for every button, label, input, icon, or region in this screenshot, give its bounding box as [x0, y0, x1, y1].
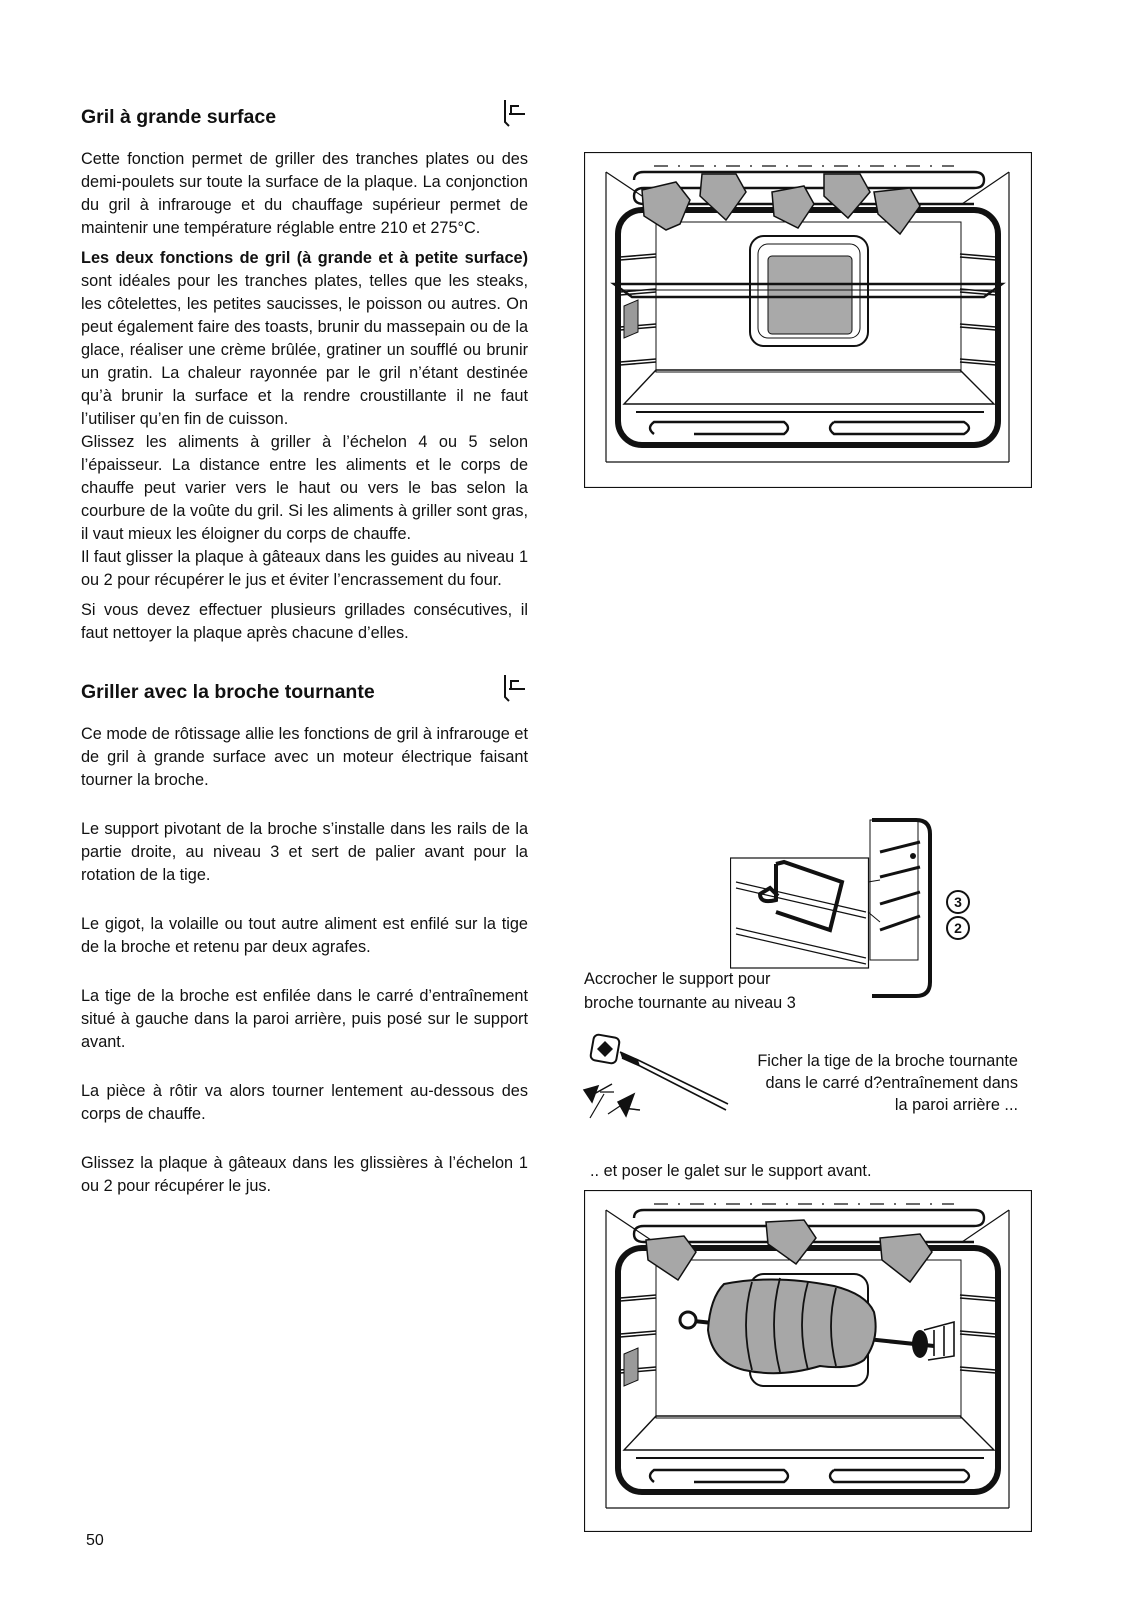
paragraph: Glissez les aliments à griller à l’échelon 4 ou 5 selon l’épaisseur. La distance entre les aliments et le corps de chauffe peut varier vers le haut ou vers le bas selon la courbure de la voûte du gril. Si les aliments à griller sont gras, il vaut mieux les éloigner du corps de chauffe. [81, 433, 528, 543]
bold-lead: Les deux fonctions de gril (à grande et à petite surface) [81, 249, 528, 267]
page-number: 50 [86, 1532, 104, 1549]
large-grill-symbol-icon [501, 98, 529, 130]
text-column [81, 104, 528, 1198]
paragraph: Le support pivotant de la broche s’installe dans les rails de la partie droite, au niveau 3 et sert de palier avant pour la rotation de la tige. [81, 820, 528, 884]
paragraph: Si vous devez effectuer plusieurs grillades consécutives, il faut nettoyer la plaque après chacune d’elles. [81, 601, 528, 642]
paragraph-text: sont idéales pour les tranches plates, telles que les steaks, les côtelettes, les petites saucisses, le poisson ou autres. On peut également faire des toasts, brunir du massepain ou de la glace, réaliser une crème brûlée, gratiner un soufflé ou brunir un gratin. La chaleur rayonnée par le gril n’étant destinée qu’à brunir la surface et la rendre croustillante il ne faut l’utiliser qu’en fin de cuisson. [81, 272, 528, 428]
paragraph: Cette fonction permet de griller des tranches plates ou des demi‐poulets sur toute la surface de la plaque. La conjonction du gril à infrarouge et du chauffage supérieur permet de maintenir une température réglable entre 210 et 275°C. [81, 150, 528, 237]
paragraph: La tige de la broche est enfilée dans le carré d’entraînement situé à gauche dans la paroi arrière, puis posé sur le support avant. [81, 987, 528, 1051]
rotisserie-grill-symbol-icon [501, 673, 529, 705]
section-header-rotisserie [81, 679, 528, 709]
roller-caption: .. et poser le galet sur le support avant. [590, 1162, 872, 1180]
level-2-label: 2 [946, 916, 970, 940]
paragraph [81, 247, 528, 431]
section-title: Gril à grande surface [81, 106, 277, 128]
level-3-label: 3 [946, 890, 970, 914]
section-title: Griller avec la broche tournante [81, 681, 375, 703]
rod-caption: Ficher la tige de la broche tournante dans le carré d?entraînement dans la paroi arrière ... [757, 1052, 1018, 1114]
paragraph: Il faut glisser la plaque à gâteaux dans les guides au niveau 1 ou 2 pour récupérer le jus et éviter l’encrassement du four. [81, 548, 528, 589]
oven-rotisserie-illustration [584, 1190, 1032, 1532]
rotisserie-rod-illustration [578, 1032, 738, 1144]
oven-large-grill-illustration [584, 152, 1032, 488]
paragraph: Glissez la plaque à gâteaux dans les glissières à l’échelon 1 ou 2 pour récupérer le jus. [81, 1154, 528, 1195]
section-header-large-grill [81, 104, 528, 134]
paragraph: Ce mode de rôtissage allie les fonctions de gril à infrarouge et de gril à grande surface avec un moteur électrique faisant tourner la broche. [81, 725, 528, 789]
paragraph: La pièce à rôtir va alors tourner lentement au‐dessous des corps de chauffe. [81, 1082, 528, 1123]
support-caption-line1: Accrocher le support pour [584, 970, 771, 988]
support-caption-line2: broche tournante au niveau 3 [584, 994, 796, 1012]
paragraph: Le gigot, la volaille ou tout autre aliment est enfilé sur la tige de la broche et retenu par deux agrafes. [81, 915, 528, 956]
